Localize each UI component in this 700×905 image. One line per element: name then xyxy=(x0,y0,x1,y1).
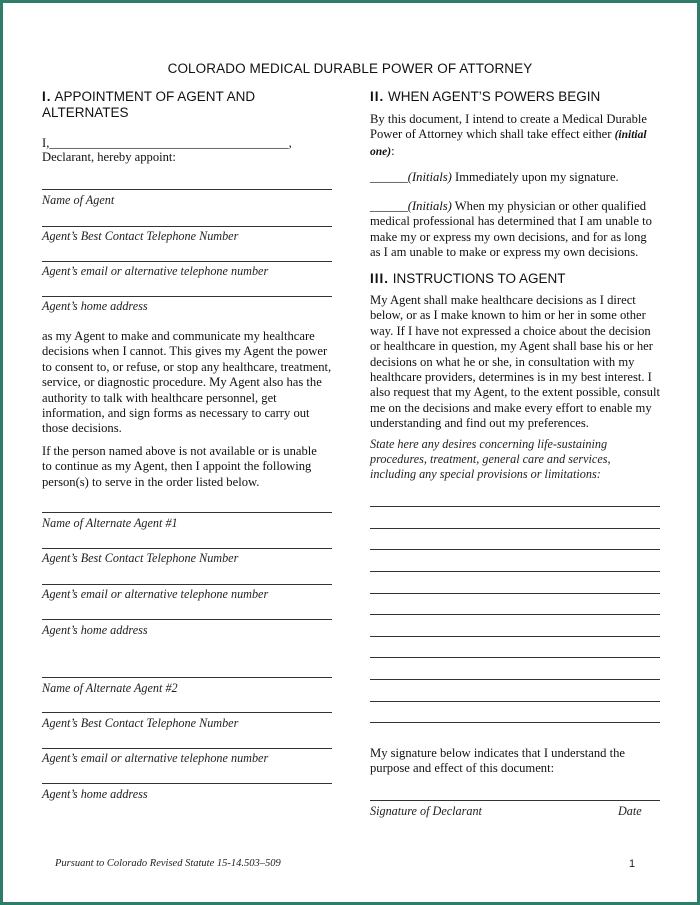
appoint-text: Declarant, hereby appoint: xyxy=(42,150,176,164)
section2-intro-text: By this document, I intend to create a Medical Durable Power of Attorney which shall take effect either xyxy=(370,112,647,142)
desires-line[interactable] xyxy=(370,571,660,572)
alternate2-phone-line[interactable] xyxy=(42,712,332,713)
alternate1-phone-label: Agent’s Best Contact Telephone Number xyxy=(42,551,239,565)
agent-name-line[interactable] xyxy=(42,189,332,190)
desires-line[interactable] xyxy=(370,701,660,702)
agent-address-line[interactable] xyxy=(42,296,332,297)
desires-line[interactable] xyxy=(370,549,660,550)
option2-initials-blank[interactable]: ______ xyxy=(370,199,408,213)
alternate2-email-label: Agent’s email or alternative telephone number xyxy=(42,751,269,765)
desires-line[interactable] xyxy=(370,636,660,637)
alternate2-email-line[interactable] xyxy=(42,748,332,749)
instructions-paragraph: My Agent shall make healthcare decisions as I direct below, or as I make known to him or her in some other way. If I have not expressed a choice about the decision or healthcare in question, my Agent shall base his or her decisions on what he or she, in consultation with my healthcare providers, determines is in my best interest. I also request that my Agent, to the extent possible, consult me on the decisions and make every effort to enable my understanding and find out my preferences. xyxy=(370,293,660,431)
section1-heading xyxy=(42,89,332,121)
option1-text: Immediately upon my signature. xyxy=(455,170,619,184)
alternate1-address-line[interactable] xyxy=(42,619,332,620)
signature-label: Signature of Declarant xyxy=(370,804,482,818)
alternate2-name-line[interactable] xyxy=(42,677,332,678)
alternate1-email-label: Agent’s email or alternative telephone number xyxy=(42,587,269,601)
desires-line[interactable] xyxy=(370,657,660,658)
page-number: 1 xyxy=(629,858,636,870)
alternate-paragraph: If the person named above is not available or is unable to continue as my Agent, then I appoint the following person(s) to serve in the order listed below. xyxy=(42,444,317,489)
option-incapacity xyxy=(370,199,660,261)
desires-prompt: State here any desires concerning life-sustaining procedures, treatment, general care and services, including any special provisions or limitations: xyxy=(370,437,611,481)
declarant-prefix: I, xyxy=(42,136,50,150)
agent-powers-paragraph: as my Agent to make and communicate my healthcare decisions when I cannot. This gives my Agent the power to consent to, or refuse, or stop any healthcare, treatment, service, or diagnostic procedure. My Agent also has the authority to talk with healthcare personnel, get information, and sign forms as necessary to carry out those decisions. xyxy=(42,329,332,436)
agent-address-label: Agent’s home address xyxy=(42,299,148,313)
section3-title: INSTRUCTIONS TO AGENT xyxy=(392,271,566,286)
desires-line[interactable] xyxy=(370,528,660,529)
alternate1-name-label: Name of Alternate Agent #1 xyxy=(42,516,178,530)
desires-line[interactable] xyxy=(370,722,660,723)
agent-email-line[interactable] xyxy=(42,261,332,262)
statute-footer: Pursuant to Colorado Revised Statute 15-14.503–509 xyxy=(55,858,281,869)
signature-statement: My signature below indicates that I understand the purpose and effect of this document: xyxy=(370,746,625,776)
alternate1-phone-line[interactable] xyxy=(42,548,332,549)
section1-number: I. xyxy=(42,89,52,104)
signature-line[interactable] xyxy=(370,800,660,801)
desires-line[interactable] xyxy=(370,679,660,680)
section3-heading xyxy=(370,271,566,287)
agent-phone-line[interactable] xyxy=(42,226,332,227)
option1-initials-blank[interactable]: ______ xyxy=(370,170,408,184)
section2-heading xyxy=(370,89,660,105)
section-appointment xyxy=(42,89,332,801)
alternate2-phone-label: Agent’s Best Contact Telephone Number xyxy=(42,716,239,730)
desires-line[interactable] xyxy=(370,593,660,594)
declarant-name-blank[interactable]: ______________________________________ xyxy=(49,136,289,150)
option2-initials-label: (Initials) xyxy=(407,199,452,213)
section2-intro-end: : xyxy=(391,143,395,158)
section2-number: II. xyxy=(370,89,385,104)
declarant-suffix: , xyxy=(288,136,292,150)
option2-text: When my physician or other qualified medical professional has determined that I am unable to make my or express my own decisions, and for as long as I am unable to make or express my own decisions. xyxy=(370,199,652,260)
section2-title: WHEN AGENT’S POWERS BEGIN xyxy=(388,89,601,104)
initial-one-note: (initial one) xyxy=(370,129,647,158)
desires-line[interactable] xyxy=(370,614,660,615)
option1-initials-label: (Initials) xyxy=(407,170,452,184)
agent-name-label: Name of Agent xyxy=(42,193,115,207)
alternate2-address-line[interactable] xyxy=(42,783,332,784)
alternate2-address-label: Agent’s home address xyxy=(42,787,148,801)
section-powers-begin xyxy=(370,89,660,818)
document-page xyxy=(3,3,697,902)
desires-line[interactable] xyxy=(370,506,660,507)
section1-title: APPOINTMENT OF AGENT AND ALTERNATES xyxy=(42,89,256,120)
document-title: COLORADO MEDICAL DURABLE POWER OF ATTORNEY xyxy=(167,61,533,76)
agent-phone-label: Agent’s Best Contact Telephone Number xyxy=(42,229,239,243)
alternate1-name-line[interactable] xyxy=(42,512,332,513)
section2-intro xyxy=(370,112,660,160)
alternate2-name-label: Name of Alternate Agent #2 xyxy=(42,681,178,695)
date-label: Date xyxy=(618,804,642,818)
alternate1-address-label: Agent’s home address xyxy=(42,623,148,637)
section3-number: III. xyxy=(370,271,390,286)
alternate1-email-line[interactable] xyxy=(42,584,332,585)
option-immediate xyxy=(370,170,660,185)
agent-email-label: Agent’s email or alternative telephone number xyxy=(42,264,269,278)
